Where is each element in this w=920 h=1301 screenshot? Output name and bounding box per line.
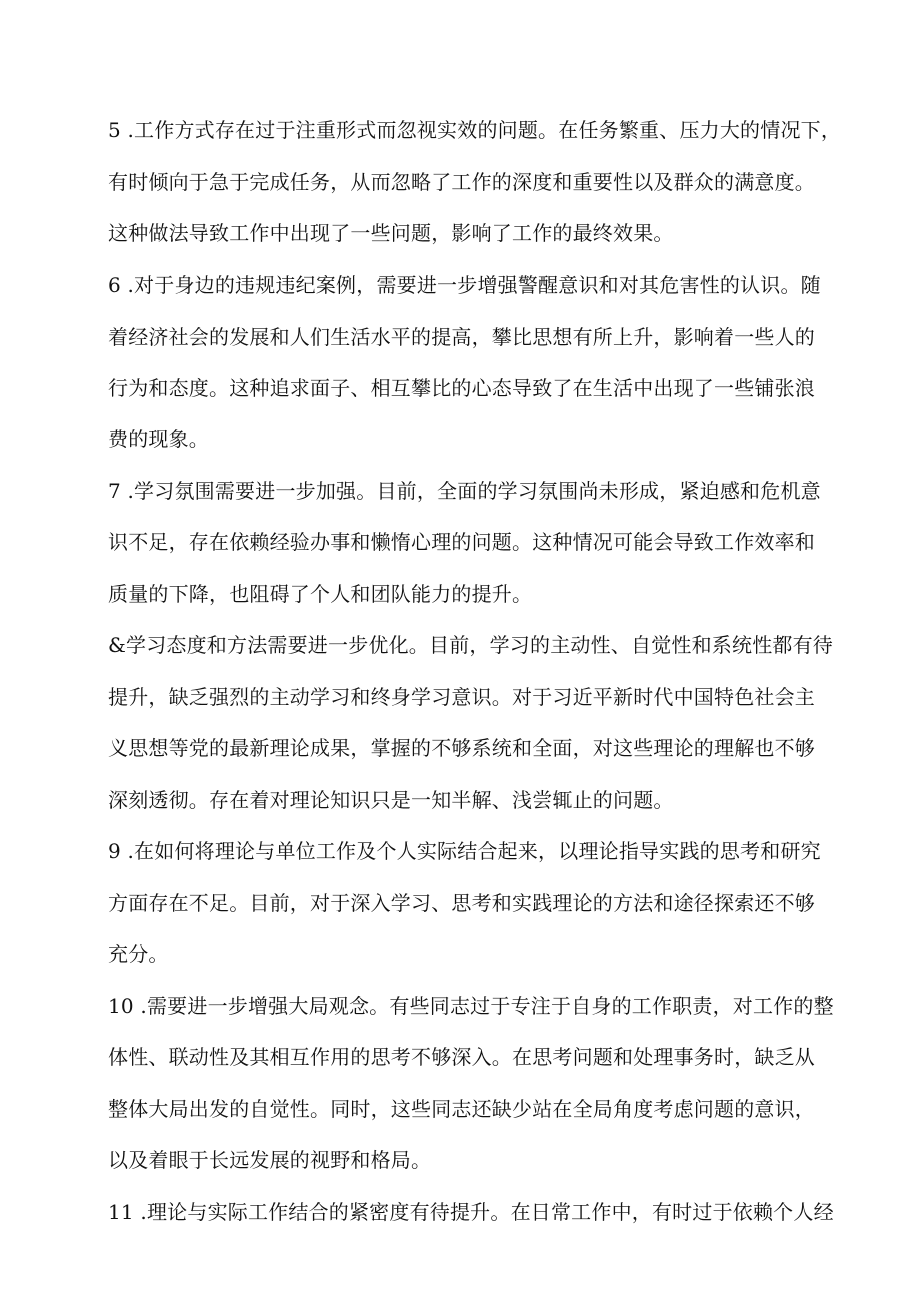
paragraph-9-line-3: 充分。 — [108, 942, 169, 966]
paragraph-10-line-3: 整体大局出发的自觉性。同时，这些同志还缺少站在全局角度考虑问题的意识， — [108, 1097, 815, 1121]
paragraph-8-line-2: 提升，缺乏强烈的主动学习和终身学习意识。对于习近平新时代中国特色社会主 — [108, 685, 815, 709]
paragraph-6-line-1: 6 .对于身边的违规违纪案例，需要进一步增强警醒意识和对其危害性的认识。随 — [108, 273, 821, 297]
paragraph-5-line-1: 5 .工作方式存在过于注重形式而忽视实效的问题。在任务繁重、压力大的情况下， — [108, 118, 842, 142]
paragraph-9-line-2: 方面存在不足。目前，对于深入学习、思考和实践理论的方法和途径探索还不够 — [108, 891, 815, 915]
paragraph-7-line-3: 质量的下降，也阻碍了个人和团队能力的提升。 — [108, 582, 533, 606]
paragraph-11-line-1: 11 .理论与实际工作结合的紧密度有待提升。在日常工作中，有时过于依赖个人经 — [108, 1200, 834, 1224]
paragraph-7-line-1: 7 .学习氛围需要进一步加强。目前，全面的学习氛围尚未形成，紧迫感和危机意 — [108, 479, 821, 503]
paragraph-7-line-2: 识不足，存在依赖经验办事和懒惰心理的问题。这种情况可能会导致工作效率和 — [108, 530, 815, 554]
paragraph-5-line-3: 这种做法导致工作中出现了一些问题，影响了工作的最终效果。 — [108, 221, 674, 245]
paragraph-6-line-2: 着经济社会的发展和人们生活水平的提高，攀比思想有所上升，影响着一些人的 — [108, 325, 815, 349]
paragraph-10-line-4: 以及着眼于长远发展的视野和格局。 — [108, 1148, 432, 1172]
paragraph-6-line-3: 行为和态度。这种追求面子、相互攀比的心态导致了在生活中出现了一些铺张浪 — [108, 376, 815, 400]
paragraph-6-line-4: 费的现象。 — [108, 427, 209, 451]
paragraph-8-line-4: 深刻透彻。存在着对理论知识只是一知半解、浅尝辄止的问题。 — [108, 788, 674, 812]
paragraph-10-line-2: 体性、联动性及其相互作用的思考不够深入。在思考问题和处理事务时，缺乏从 — [108, 1045, 815, 1069]
paragraph-9-line-1: 9 .在如何将理论与单位工作及个人实际结合起来，以理论指导实践的思考和研究 — [108, 839, 821, 863]
paragraph-8-line-3: 义思想等党的最新理论成果，掌握的不够系统和全面，对这些理论的理解也不够 — [108, 736, 815, 760]
paragraph-8-line-1: &学习态度和方法需要进一步优化。目前，学习的主动性、自觉性和系统性都有待 — [108, 633, 834, 657]
paragraph-10-line-1: 10 .需要进一步增强大局观念。有些同志过于专注于自身的工作职责，对工作的整 — [108, 994, 834, 1018]
paragraph-5-line-2: 有时倾向于急于完成任务，从而忽略了工作的深度和重要性以及群众的满意度。 — [108, 170, 815, 194]
